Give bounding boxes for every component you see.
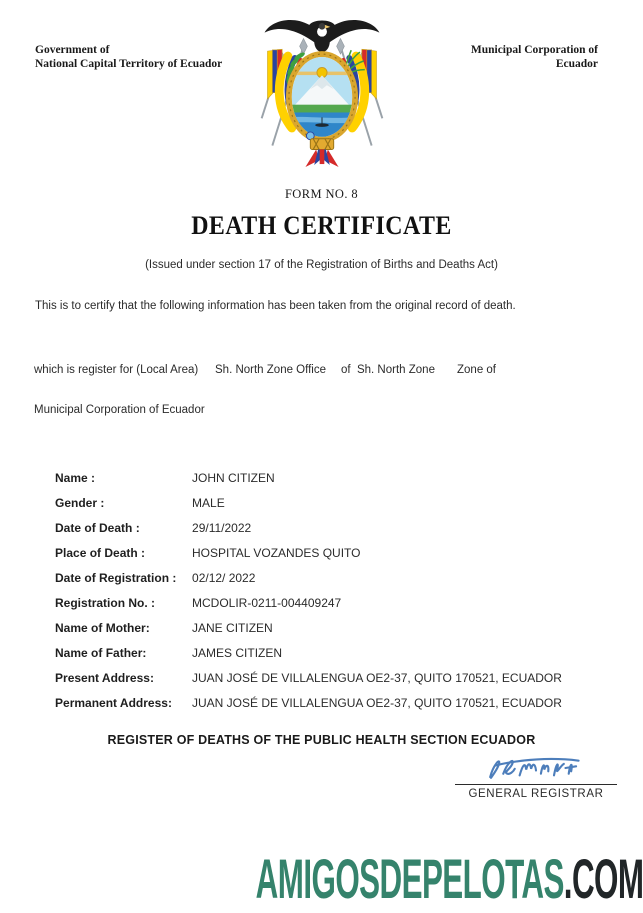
field-value: JANE CITIZEN: [192, 621, 273, 635]
watermark-brand: AMIGOSDEPELOTAS: [255, 847, 564, 910]
field-value: JUAN JOSÉ DE VILLALENGUA OE2-37, QUITO 170521, ECUADOR: [192, 671, 562, 685]
register-of-deaths-heading: REGISTER OF DEATHS OF THE PUBLIC HEALTH SECTION ECUADOR: [107, 733, 536, 747]
field-label: Registration No. :: [55, 596, 156, 610]
certify-statement: This is to certify that the following information has been taken from the original record of death.: [35, 300, 516, 312]
register-zone: of Sh. North Zone: [341, 364, 435, 376]
issuer-left-line1: Government of: [35, 44, 110, 56]
register-corporation: Municipal Corporation of Ecuador: [34, 404, 205, 416]
certificate-title: DEATH CERTIFICATE: [191, 211, 452, 240]
field-value: JUAN JOSÉ DE VILLALENGUA OE2-37, QUITO 170521, ECUADOR: [192, 696, 562, 710]
signer-title: GENERAL REGISTRAR: [468, 788, 604, 800]
register-office: Sh. North Zone Office: [215, 364, 327, 376]
issuer-left: [35, 43, 285, 71]
field-value: 29/11/2022: [192, 521, 252, 535]
field-label: Name of Mother:: [55, 621, 150, 635]
form-number: FORM NO. 8: [284, 187, 359, 201]
field-value: MALE: [192, 496, 225, 510]
field-label: Date of Registration :: [55, 571, 177, 585]
certificate-subtitle: (Issued under section 17 of the Registration of Births and Deaths Act): [145, 259, 498, 271]
field-label: Name :: [55, 471, 96, 485]
field-value: MCDOLIR-0211-004409247: [192, 596, 342, 610]
field-value: JOHN CITIZEN: [192, 471, 275, 485]
field-label: Gender :: [55, 496, 105, 510]
field-value: 02/12/ 2022: [192, 571, 256, 585]
site-watermark: [255, 847, 643, 910]
register-clause: which is register for (Local Area): [34, 364, 199, 376]
watermark-tld: .COM: [563, 847, 643, 910]
signature-block: [455, 750, 617, 800]
ecuador-coat-of-arms-icon: [249, 14, 395, 172]
issuer-right-line1: Municipal Corporation of: [470, 44, 598, 56]
register-zone-of: Zone of: [457, 364, 496, 376]
issuer-right-line2: Ecuador: [555, 58, 598, 70]
field-label: Permanent Address:: [55, 696, 172, 710]
issuer-right: [378, 43, 598, 71]
field-label: Date of Death :: [55, 521, 140, 535]
issuer-left-line2: National Capital Territory of Ecuador: [35, 58, 223, 70]
field-label: Place of Death :: [55, 546, 146, 560]
field-value: HOSPITAL VOZANDES QUITO: [192, 546, 361, 560]
certificate-fields: [35, 441, 615, 710]
field-label: Present Address:: [55, 671, 154, 685]
field-label: Name of Father:: [55, 646, 147, 660]
field-row-name: [35, 441, 615, 485]
field-value: JAMES CITIZEN: [192, 646, 283, 660]
registrar-signature-icon: [461, 750, 611, 786]
